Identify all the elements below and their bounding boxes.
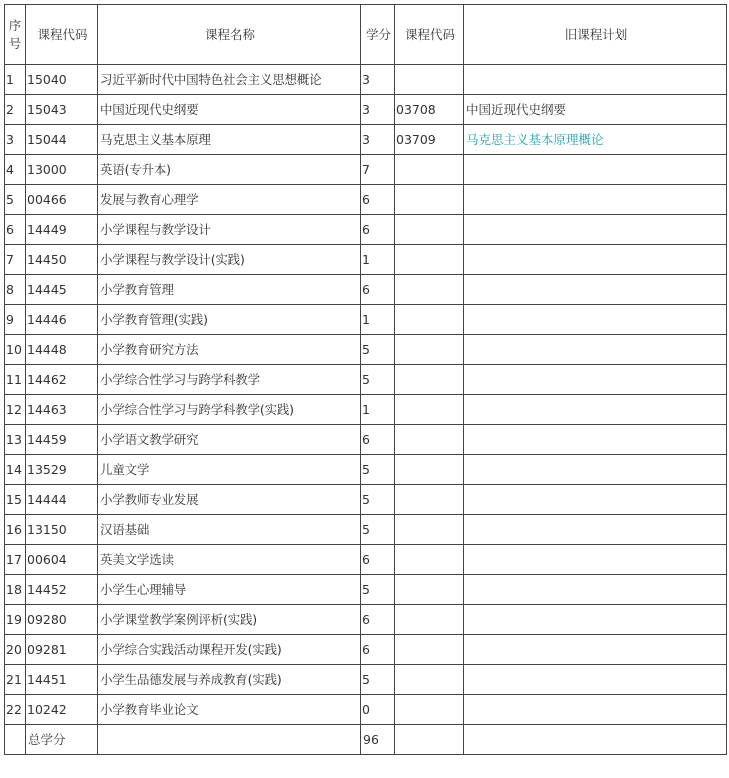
total-credit: 96	[361, 725, 395, 755]
row-index: 19	[5, 605, 26, 635]
row-index: 8	[5, 275, 26, 305]
course-code: 14452	[26, 575, 98, 605]
course-credit: 5	[361, 575, 395, 605]
course-credit: 5	[361, 665, 395, 695]
table-row	[5, 335, 727, 365]
row-index: 12	[5, 395, 26, 425]
old-course-code	[395, 65, 464, 95]
old-course-code	[395, 305, 464, 335]
total-label: 总学分	[26, 725, 98, 755]
course-name: 小学教育管理	[98, 275, 361, 305]
row-index: 4	[5, 155, 26, 185]
old-course-code	[395, 575, 464, 605]
course-name: 小学综合性学习与跨学科教学(实践)	[98, 395, 361, 425]
total-name-cell	[98, 725, 361, 755]
old-course-code	[395, 485, 464, 515]
table-row	[5, 545, 727, 575]
table-row	[5, 515, 727, 545]
row-index: 16	[5, 515, 26, 545]
row-index: 9	[5, 305, 26, 335]
course-code: 14446	[26, 305, 98, 335]
course-code: 14448	[26, 335, 98, 365]
course-code: 09280	[26, 605, 98, 635]
course-name: 小学生品德发展与养成教育(实践)	[98, 665, 361, 695]
table-row	[5, 635, 727, 665]
header-index-line-1: 序	[8, 17, 22, 33]
course-code: 14451	[26, 665, 98, 695]
table-row	[5, 395, 727, 425]
old-course-code	[395, 155, 464, 185]
row-index: 11	[5, 365, 26, 395]
header-credit: 学分	[361, 5, 395, 65]
old-course-plan: 中国近现代史纲要	[464, 95, 727, 125]
course-credit: 1	[361, 245, 395, 275]
course-credit: 1	[361, 395, 395, 425]
course-credit: 1	[361, 305, 395, 335]
course-credit: 6	[361, 425, 395, 455]
course-code: 09281	[26, 635, 98, 665]
old-course-code	[395, 455, 464, 485]
row-index: 21	[5, 665, 26, 695]
course-name: 小学教师专业发展	[98, 485, 361, 515]
row-index: 20	[5, 635, 26, 665]
course-code: 13150	[26, 515, 98, 545]
old-course-plan	[464, 65, 727, 95]
old-course-plan	[464, 455, 727, 485]
table-header-row	[5, 5, 727, 65]
course-credit: 6	[361, 185, 395, 215]
course-credit: 5	[361, 335, 395, 365]
course-code: 00466	[26, 185, 98, 215]
course-code: 00604	[26, 545, 98, 575]
header-course-name: 课程名称	[98, 5, 361, 65]
old-course-code	[395, 275, 464, 305]
course-name: 汉语基础	[98, 515, 361, 545]
old-course-plan	[464, 365, 727, 395]
table-row	[5, 155, 727, 185]
old-course-plan	[464, 485, 727, 515]
row-index: 7	[5, 245, 26, 275]
course-name: 马克思主义基本原理	[98, 125, 361, 155]
row-index: 15	[5, 485, 26, 515]
course-code: 14444	[26, 485, 98, 515]
course-code: 15043	[26, 95, 98, 125]
header-index-line-2: 号	[8, 35, 22, 51]
old-course-code	[395, 215, 464, 245]
row-index: 3	[5, 125, 26, 155]
course-name: 英语(专升本)	[98, 155, 361, 185]
total-old-plan-cell	[464, 725, 727, 755]
course-code: 13529	[26, 455, 98, 485]
header-index	[5, 5, 26, 65]
row-index: 5	[5, 185, 26, 215]
old-course-plan	[464, 605, 727, 635]
old-course-code	[395, 245, 464, 275]
row-index: 6	[5, 215, 26, 245]
table-row	[5, 455, 727, 485]
course-name: 习近平新时代中国特色社会主义思想概论	[98, 65, 361, 95]
old-course-code	[395, 605, 464, 635]
old-course-code: 03709	[395, 125, 464, 155]
table-row	[5, 695, 727, 725]
course-name: 英美文学选读	[98, 545, 361, 575]
row-index: 22	[5, 695, 26, 725]
old-course-code	[395, 425, 464, 455]
table-row	[5, 605, 727, 635]
course-code: 15040	[26, 65, 98, 95]
course-code: 14462	[26, 365, 98, 395]
row-index: 13	[5, 425, 26, 455]
course-name: 小学教育毕业论文	[98, 695, 361, 725]
total-row	[5, 725, 727, 755]
header-course-code: 课程代码	[26, 5, 98, 65]
table-row	[5, 125, 727, 155]
table-row	[5, 245, 727, 275]
course-name: 小学综合实践活动课程开发(实践)	[98, 635, 361, 665]
table-row	[5, 65, 727, 95]
row-index: 17	[5, 545, 26, 575]
course-name: 小学课程与教学设计(实践)	[98, 245, 361, 275]
old-course-code	[395, 515, 464, 545]
table-row	[5, 665, 727, 695]
old-course-plan	[464, 125, 727, 155]
course-code: 15044	[26, 125, 98, 155]
table-row	[5, 215, 727, 245]
course-name: 小学生心理辅导	[98, 575, 361, 605]
course-code: 14450	[26, 245, 98, 275]
old-course-code	[395, 395, 464, 425]
course-name: 发展与教育心理学	[98, 185, 361, 215]
old-course-plan	[464, 155, 727, 185]
table-row	[5, 305, 727, 335]
table-row	[5, 485, 727, 515]
course-code: 14459	[26, 425, 98, 455]
course-name: 小学课堂教学案例评析(实践)	[98, 605, 361, 635]
header-old-course-plan: 旧课程计划	[464, 5, 727, 65]
old-course-plan	[464, 215, 727, 245]
old-course-plan	[464, 335, 727, 365]
course-credit: 5	[361, 455, 395, 485]
course-code: 14449	[26, 215, 98, 245]
old-course-code	[395, 185, 464, 215]
course-name: 小学综合性学习与跨学科教学	[98, 365, 361, 395]
old-course-code	[395, 545, 464, 575]
row-index: 10	[5, 335, 26, 365]
old-course-plan	[464, 515, 727, 545]
old-course-plan	[464, 695, 727, 725]
old-course-plan	[464, 305, 727, 335]
course-name: 儿童文学	[98, 455, 361, 485]
old-course-plan	[464, 575, 727, 605]
table-row	[5, 185, 727, 215]
old-course-plan-link[interactable]: 马克思主义基本原理概论	[466, 131, 604, 147]
table-row	[5, 425, 727, 455]
course-plan-table	[4, 4, 727, 755]
course-code: 14445	[26, 275, 98, 305]
row-index: 2	[5, 95, 26, 125]
table-row	[5, 275, 727, 305]
table-row	[5, 365, 727, 395]
course-name: 小学课程与教学设计	[98, 215, 361, 245]
course-credit: 3	[361, 125, 395, 155]
old-course-plan	[464, 665, 727, 695]
old-course-plan	[464, 185, 727, 215]
row-index: 1	[5, 65, 26, 95]
course-credit: 5	[361, 365, 395, 395]
row-index: 18	[5, 575, 26, 605]
course-code: 14463	[26, 395, 98, 425]
course-credit: 6	[361, 275, 395, 305]
course-name: 中国近现代史纲要	[98, 95, 361, 125]
course-credit: 6	[361, 605, 395, 635]
row-index: 14	[5, 455, 26, 485]
old-course-code	[395, 335, 464, 365]
course-credit: 6	[361, 215, 395, 245]
old-course-plan	[464, 395, 727, 425]
total-old-code-cell	[395, 725, 464, 755]
course-credit: 0	[361, 695, 395, 725]
course-credit: 6	[361, 545, 395, 575]
old-course-code: 03708	[395, 95, 464, 125]
course-name: 小学语文教学研究	[98, 425, 361, 455]
course-name: 小学教育研究方法	[98, 335, 361, 365]
old-course-code	[395, 665, 464, 695]
table-row	[5, 95, 727, 125]
course-code: 13000	[26, 155, 98, 185]
total-index-cell	[5, 725, 26, 755]
old-course-plan	[464, 545, 727, 575]
course-code: 10242	[26, 695, 98, 725]
header-old-course-code: 课程代码	[395, 5, 464, 65]
old-course-plan	[464, 425, 727, 455]
old-course-plan	[464, 275, 727, 305]
course-credit: 6	[361, 635, 395, 665]
course-credit: 7	[361, 155, 395, 185]
old-course-code	[395, 365, 464, 395]
course-credit: 5	[361, 485, 395, 515]
course-name: 小学教育管理(实践)	[98, 305, 361, 335]
course-credit: 3	[361, 95, 395, 125]
old-course-plan	[464, 635, 727, 665]
old-course-code	[395, 695, 464, 725]
old-course-plan	[464, 245, 727, 275]
course-credit: 3	[361, 65, 395, 95]
table-row	[5, 575, 727, 605]
old-course-code	[395, 635, 464, 665]
course-credit: 5	[361, 515, 395, 545]
